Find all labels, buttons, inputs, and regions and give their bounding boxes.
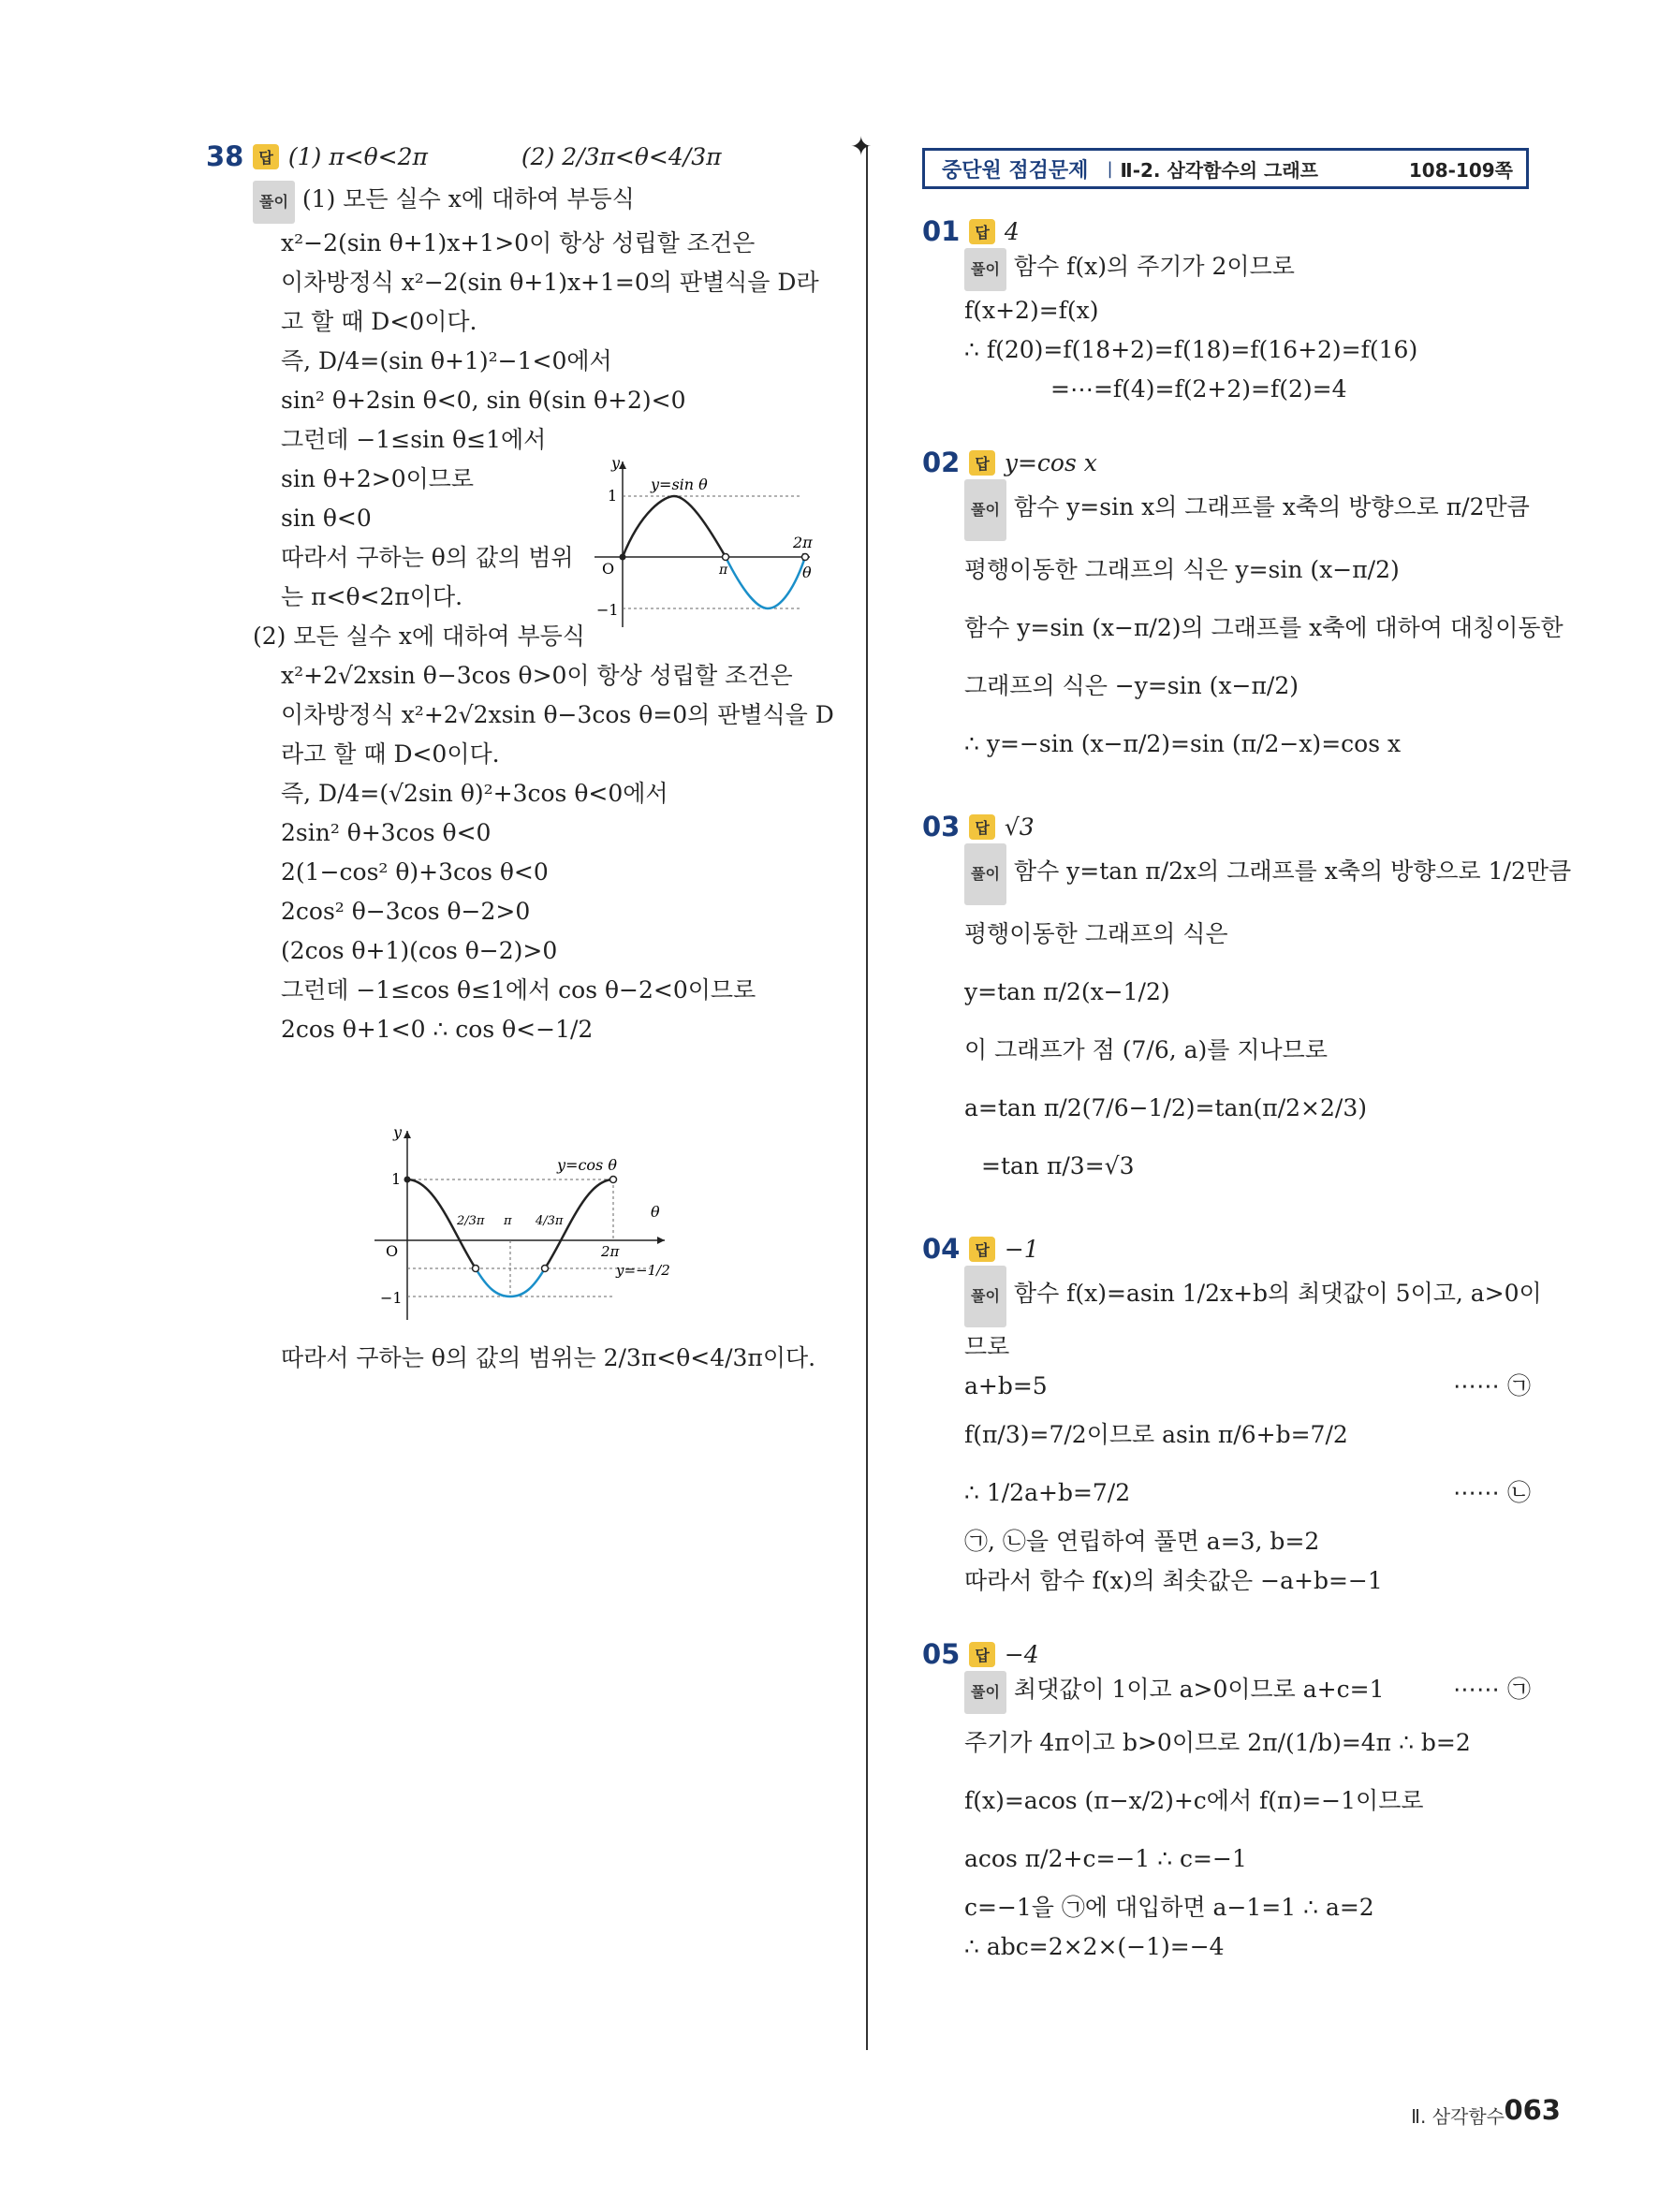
divider-ornament-icon: ✦ [850, 131, 873, 162]
axis-y-label: y [393, 1123, 403, 1141]
sol-line: 2sin² θ+3cos θ<0 [281, 819, 492, 846]
answer-badge: 답 [969, 450, 994, 476]
origin-label: O [386, 1242, 399, 1260]
answer-badge: 답 [969, 1642, 994, 1667]
problem-number: 04 [922, 1233, 961, 1265]
sol-line: x²−2(sin θ+1)x+1>0이 항상 성립할 조건은 [281, 229, 756, 256]
sol-line: 2(1−cos² θ)+3cos θ<0 [281, 858, 549, 886]
sol-line: ∴ 1/2a+b=7/2 [964, 1479, 1131, 1506]
answer-value: −4 [1004, 1640, 1039, 1668]
sol-line: 라고 할 때 D<0이다. [281, 740, 500, 768]
problem-02 [922, 447, 1564, 773]
sol-line: 함수 f(x)의 주기가 2이므로 [1013, 253, 1295, 280]
problem-number: 38 [206, 140, 244, 172]
sol-line: 평행이동한 그래프의 식은 y=sin (x−π/2) [964, 556, 1400, 583]
sol-line: 따라서 구하는 θ의 값의 범위 [281, 544, 574, 571]
section-separator: | [1107, 158, 1113, 179]
right-column [922, 215, 1572, 1967]
sol-line: 즉, D/4=(sin θ+1)²−1<0에서 [281, 347, 612, 374]
sol-line: f(x)=acos (π−x/2)+c에서 f(π)=−1이므로 [964, 1787, 1424, 1814]
function-label: y=cos θ [557, 1156, 617, 1174]
sol-line-conclusion: 따라서 구하는 θ의 값의 범위는 2/3π<θ<4/3π이다. [281, 1344, 816, 1371]
footer-chapter: Ⅱ. 삼각함수 [1411, 2105, 1505, 2128]
sol-line: y=tan π/2(x−1/2) [964, 978, 1170, 1005]
axis-theta-label: θ [802, 564, 812, 581]
solution-badge: 풀이 [964, 843, 1006, 905]
sol-line: (2cos θ+1)(cos θ−2)>0 [281, 937, 558, 964]
answer-part1: (1) π<θ<2π [287, 142, 428, 170]
solution-badge: 풀이 [964, 248, 1006, 291]
problem-number: 03 [922, 811, 961, 842]
answer-value: y=cos x [1004, 448, 1097, 476]
problem-number: 05 [922, 1638, 961, 1670]
section-subtitle: Ⅱ-2. 삼각함수의 그래프 [1120, 158, 1318, 182]
sol-line: 함수 y=sin x의 그래프를 x축의 방향으로 π/2만큼 [1013, 493, 1530, 520]
tick-2pi: 2π [793, 534, 813, 551]
sol-line: sin θ+2>0이므로 [281, 465, 475, 492]
sol-line: 함수 y=tan π/2x의 그래프를 x축의 방향으로 1/2만큼 [1013, 857, 1572, 885]
tick-pi: π [719, 563, 728, 578]
sol-line: 따라서 함수 f(x)의 최솟값은 −a+b=−1 [964, 1567, 1383, 1594]
origin-label: O [602, 560, 615, 578]
answer-value: 4 [1004, 217, 1020, 245]
sol-line: sin θ<0 [281, 505, 372, 532]
sol-line: =tan π/3=√3 [981, 1152, 1135, 1179]
solution-badge: 풀이 [964, 479, 1006, 541]
answer-value: √3 [1004, 813, 1035, 841]
axis-y-label: y [611, 454, 621, 472]
sol-line: 고 할 때 D<0이다. [281, 308, 477, 335]
sol-line: 그런데 −1≤cos θ≤1에서 cos θ−2<0이므로 [281, 976, 756, 1003]
tick-minus-one: −1 [596, 601, 619, 619]
section-header [922, 148, 1529, 189]
sol-line: 즉, D/4=(√2sin θ)²+3cos θ<0에서 [281, 780, 668, 807]
sol-line: acos π/2+c=−1 ∴ c=−1 [964, 1845, 1247, 1872]
equation-marker-1: ⋯⋯ ㉠ [1453, 1372, 1531, 1399]
problem-number: 02 [922, 447, 961, 478]
answer-badge: 답 [969, 814, 994, 840]
sol-line: f(π/3)=7/2이므로 asin π/6+b=7/2 [964, 1421, 1348, 1448]
sol-line: 그런데 −1≤sin θ≤1에서 [281, 426, 547, 453]
solution-badge: 풀이 [964, 1266, 1006, 1327]
cosine-graph [365, 1123, 702, 1325]
sol-line: ㉠, ㉡을 연립하여 풀면 a=3, b=2 [964, 1528, 1320, 1555]
sol-line: 이차방정식 x²−2(sin θ+1)x+1=0의 판별식을 D라 [281, 269, 819, 296]
section-tag: 중단원 점검문제 [942, 158, 1089, 183]
sol-line: a+b=5 [964, 1372, 1048, 1399]
sol-line: 2cos θ+1<0 ∴ cos θ<−1/2 [281, 1016, 594, 1043]
sol-line: (1) 모든 실수 x에 대하여 부등식 [301, 185, 635, 212]
half-line-label: y=−1/2 [616, 1262, 670, 1279]
problem-header [206, 140, 852, 172]
tick-one: 1 [608, 487, 618, 505]
sol-line: 2cos² θ−3cos θ−2>0 [281, 898, 531, 925]
answer-badge: 답 [969, 1237, 994, 1262]
sol-line: 이차방정식 x²+2√2xsin θ−3cos θ=0의 판별식을 D [281, 701, 834, 728]
tick-2-3-pi: 2/3π [457, 1214, 485, 1228]
page-number: 063 [1504, 2094, 1561, 2126]
axis-theta-label: θ [651, 1203, 660, 1221]
sol-line: 함수 f(x)=asin 1/2x+b의 최댓값이 5이고, a>0이 [1013, 1280, 1542, 1307]
sol-line: 주기가 4π이고 b>0이므로 2π/(1/b)=4π ∴ b=2 [964, 1729, 1471, 1756]
sol-line: x²+2√2xsin θ−3cos θ>0이 항상 성립할 조건은 [281, 662, 793, 689]
sol-line: 함수 y=sin (x−π/2)의 그래프를 x축에 대하여 대칭이동한 [964, 614, 1564, 641]
problem-04 [922, 1233, 1542, 1601]
sol-line: 므로 [964, 1333, 1010, 1360]
problem-number: 01 [922, 215, 961, 247]
sol-line: 최댓값이 1이고 a>0이므로 a+c=1 [1013, 1676, 1385, 1703]
sine-graph [585, 454, 819, 632]
sol-line: sin² θ+2sin θ<0, sin θ(sin θ+2)<0 [281, 387, 686, 414]
problem-05 [922, 1638, 1531, 1967]
sol-line: =⋯=f(4)=f(2+2)=f(2)=4 [1050, 375, 1347, 403]
function-label: y=sin θ [651, 476, 708, 493]
solution-badge: 풀이 [964, 1671, 1006, 1714]
sol-line: 는 π<θ<2π이다. [281, 583, 463, 610]
sol-line: 이 그래프가 점 (7/6, a)를 지나므로 [964, 1036, 1328, 1063]
sol-line: (2) 모든 실수 x에 대하여 부등식 [253, 623, 585, 650]
sol-line: 그래프의 식은 −y=sin (x−π/2) [964, 672, 1299, 699]
tick-pi: π [504, 1214, 512, 1228]
sol-line: ∴ abc=2×2×(−1)=−4 [964, 1933, 1225, 1960]
tick-one: 1 [391, 1170, 402, 1188]
column-divider [866, 145, 868, 2050]
sol-line: c=−1을 ㉠에 대입하면 a−1=1 ∴ a=2 [964, 1894, 1374, 1921]
problem-01 [922, 215, 1531, 409]
solution-badge: 풀이 [253, 181, 295, 224]
tick-2pi: 2π [601, 1243, 620, 1260]
answer-part2: (2) 2/3π<θ<4/3π [521, 142, 722, 170]
sol-line: ∴ y=−sin (x−π/2)=sin (π/2−x)=cos x [964, 730, 1402, 757]
tick-4-3-pi: 4/3π [536, 1214, 564, 1228]
equation-marker-1: ⋯⋯ ㉠ [1453, 1676, 1531, 1703]
tick-minus-one: −1 [380, 1289, 403, 1307]
answer-badge: 답 [969, 219, 994, 244]
sol-line: a=tan π/2(7/6−1/2)=tan(π/2×2/3) [964, 1094, 1367, 1121]
section-pages: 108-109쪽 [1408, 158, 1513, 182]
problem-03 [922, 811, 1572, 1195]
sol-line: 평행이동한 그래프의 식은 [964, 920, 1228, 947]
sol-line: ∴ f(20)=f(18+2)=f(18)=f(16+2)=f(16) [964, 336, 1418, 363]
equation-marker-2: ⋯⋯ ㉡ [1453, 1479, 1531, 1506]
answer-value: −1 [1004, 1235, 1039, 1263]
answer-badge: 답 [253, 144, 278, 169]
sol-line: f(x+2)=f(x) [964, 297, 1099, 324]
